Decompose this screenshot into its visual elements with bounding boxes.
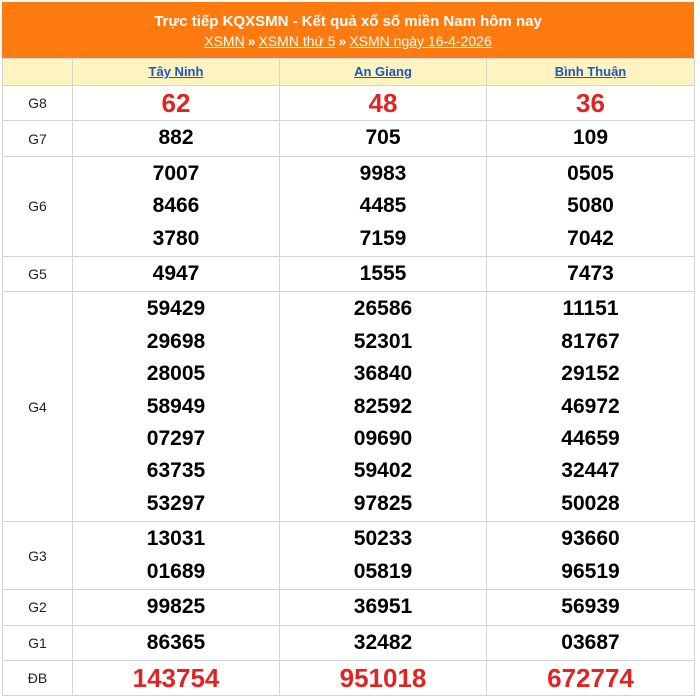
prize-results-cell — [280, 625, 487, 660]
result-number: 01689 — [146, 559, 206, 583]
prize-results-cell — [280, 292, 487, 522]
prize-results-cell — [280, 590, 487, 625]
result-number: 03687 — [561, 630, 620, 654]
prize-label: G1 — [3, 625, 73, 660]
result-number: 05819 — [353, 559, 413, 583]
result-number: 109 — [572, 126, 609, 150]
result-number: 8466 — [152, 194, 200, 218]
prize-results-cell — [487, 660, 695, 695]
prize-results-cell — [487, 590, 695, 625]
results-table — [2, 58, 695, 696]
breadcrumb-link-xsmn-date[interactable]: XSMN ngày 16-4-2026 — [349, 33, 492, 49]
prize-results-cell — [73, 590, 280, 625]
prize-row-g3 — [3, 522, 695, 590]
result-number: 29152 — [561, 362, 620, 386]
prize-label: G8 — [3, 86, 73, 121]
result-number: 13031 — [146, 527, 206, 551]
result-number: 11151 — [562, 297, 619, 321]
result-number: 99825 — [146, 595, 206, 619]
result-number: 28005 — [146, 362, 206, 386]
prize-results-cell — [73, 292, 280, 522]
result-number: 97825 — [353, 491, 413, 515]
prize-results-cell — [487, 625, 695, 660]
result-number: 59429 — [146, 297, 206, 321]
prize-results-cell — [280, 86, 487, 121]
result-number: 59402 — [353, 459, 413, 483]
result-number: 36840 — [353, 362, 413, 386]
prize-row-g8 — [3, 86, 695, 121]
breadcrumb-separator: » — [247, 33, 256, 49]
result-number: 53297 — [146, 491, 206, 515]
result-number: 9983 — [359, 161, 407, 185]
breadcrumb-link-xsmn[interactable]: XSMN — [204, 33, 245, 49]
province-link-tay-ninh[interactable]: Tây Ninh — [148, 64, 204, 79]
result-number: 50233 — [353, 527, 413, 551]
prize-results-cell — [73, 121, 280, 156]
prize-results-cell — [73, 86, 280, 121]
breadcrumb-link-xsmn-weekday[interactable]: XSMN thứ 5 — [258, 33, 336, 49]
result-number: 63735 — [146, 459, 206, 483]
prize-results-cell — [73, 660, 280, 695]
prize-results-cell — [487, 522, 695, 590]
prize-results-cell — [487, 86, 695, 121]
province-header-row — [3, 59, 695, 86]
result-number: 7473 — [567, 262, 614, 286]
result-number: 96519 — [561, 559, 620, 583]
prize-label: G6 — [3, 156, 73, 256]
result-number: 62 — [161, 88, 191, 118]
results-widget — [2, 2, 694, 696]
breadcrumb — [2, 32, 694, 50]
prize-results-cell — [73, 156, 280, 256]
prize-results-cell — [280, 156, 487, 256]
province-link-binh-thuan[interactable]: Bình Thuận — [554, 64, 627, 79]
prize-column-header — [3, 59, 73, 86]
prize-results-cell — [487, 292, 695, 522]
special-prize-number: 143754 — [132, 662, 220, 693]
result-number: 1555 — [359, 262, 407, 286]
province-header-an-giang — [280, 59, 487, 86]
result-number: 882 — [158, 126, 194, 150]
prize-results-cell — [487, 257, 695, 292]
province-link-an-giang[interactable]: An Giang — [354, 64, 412, 79]
result-number: 7159 — [359, 226, 407, 250]
result-number: 56939 — [561, 595, 620, 619]
result-number: 4485 — [359, 194, 407, 218]
result-number: 81767 — [561, 329, 620, 353]
prize-row-g7 — [3, 121, 695, 156]
province-header-tay-ninh — [73, 59, 280, 86]
result-number: 705 — [365, 126, 401, 150]
prize-results-cell — [73, 257, 280, 292]
result-number: 93660 — [561, 527, 620, 551]
result-number: 36951 — [353, 595, 413, 619]
prize-row-g2 — [3, 590, 695, 625]
special-prize-number: 672774 — [547, 662, 634, 693]
prize-row-g5 — [3, 257, 695, 292]
province-header-binh-thuan — [487, 59, 695, 86]
result-number: 26586 — [353, 297, 413, 321]
breadcrumb-separator: » — [338, 33, 347, 49]
result-number: 7042 — [567, 226, 614, 250]
prize-results-cell — [73, 625, 280, 660]
prize-results-cell — [280, 257, 487, 292]
result-number: 52301 — [353, 329, 413, 353]
result-number: 5080 — [567, 194, 614, 218]
result-number: 50028 — [561, 491, 620, 515]
result-number: 82592 — [353, 394, 413, 418]
prize-label: G3 — [3, 522, 73, 590]
result-number: 46972 — [561, 394, 620, 418]
prize-results-cell — [280, 121, 487, 156]
prize-results-cell — [280, 660, 487, 695]
prize-label: G2 — [3, 590, 73, 625]
prize-row-g1 — [3, 625, 695, 660]
result-number: 09690 — [353, 427, 413, 451]
result-number: 07297 — [146, 427, 206, 451]
result-number: 48 — [368, 88, 398, 118]
result-number: 32447 — [561, 459, 620, 483]
result-number: 36 — [576, 88, 605, 118]
result-number: 44659 — [561, 427, 620, 451]
prize-label: G4 — [3, 292, 73, 522]
result-number: 0505 — [567, 161, 614, 185]
prize-results-cell — [73, 522, 280, 590]
result-number: 29698 — [146, 329, 206, 353]
prize-row-g6 — [3, 156, 695, 256]
result-number: 32482 — [353, 630, 413, 654]
prize-label: G5 — [3, 257, 73, 292]
prize-results-cell — [487, 121, 695, 156]
result-number: 3780 — [152, 226, 200, 250]
prize-row-db — [3, 660, 695, 695]
prize-row-g4 — [3, 292, 695, 522]
result-number: 86365 — [146, 630, 206, 654]
prize-label: G7 — [3, 121, 73, 156]
special-prize-number: 951018 — [339, 662, 427, 693]
result-number: 7007 — [152, 161, 200, 185]
prize-results-cell — [280, 522, 487, 590]
results-body — [3, 86, 695, 696]
result-number: 4947 — [152, 262, 200, 286]
prize-results-cell — [487, 156, 695, 256]
result-number: 58949 — [146, 394, 206, 418]
prize-label: ĐB — [3, 660, 73, 695]
results-banner — [2, 2, 694, 58]
page-title: Trực tiếp KQXSMN - Kết quả xổ số miền Nam hôm nay — [154, 13, 542, 30]
